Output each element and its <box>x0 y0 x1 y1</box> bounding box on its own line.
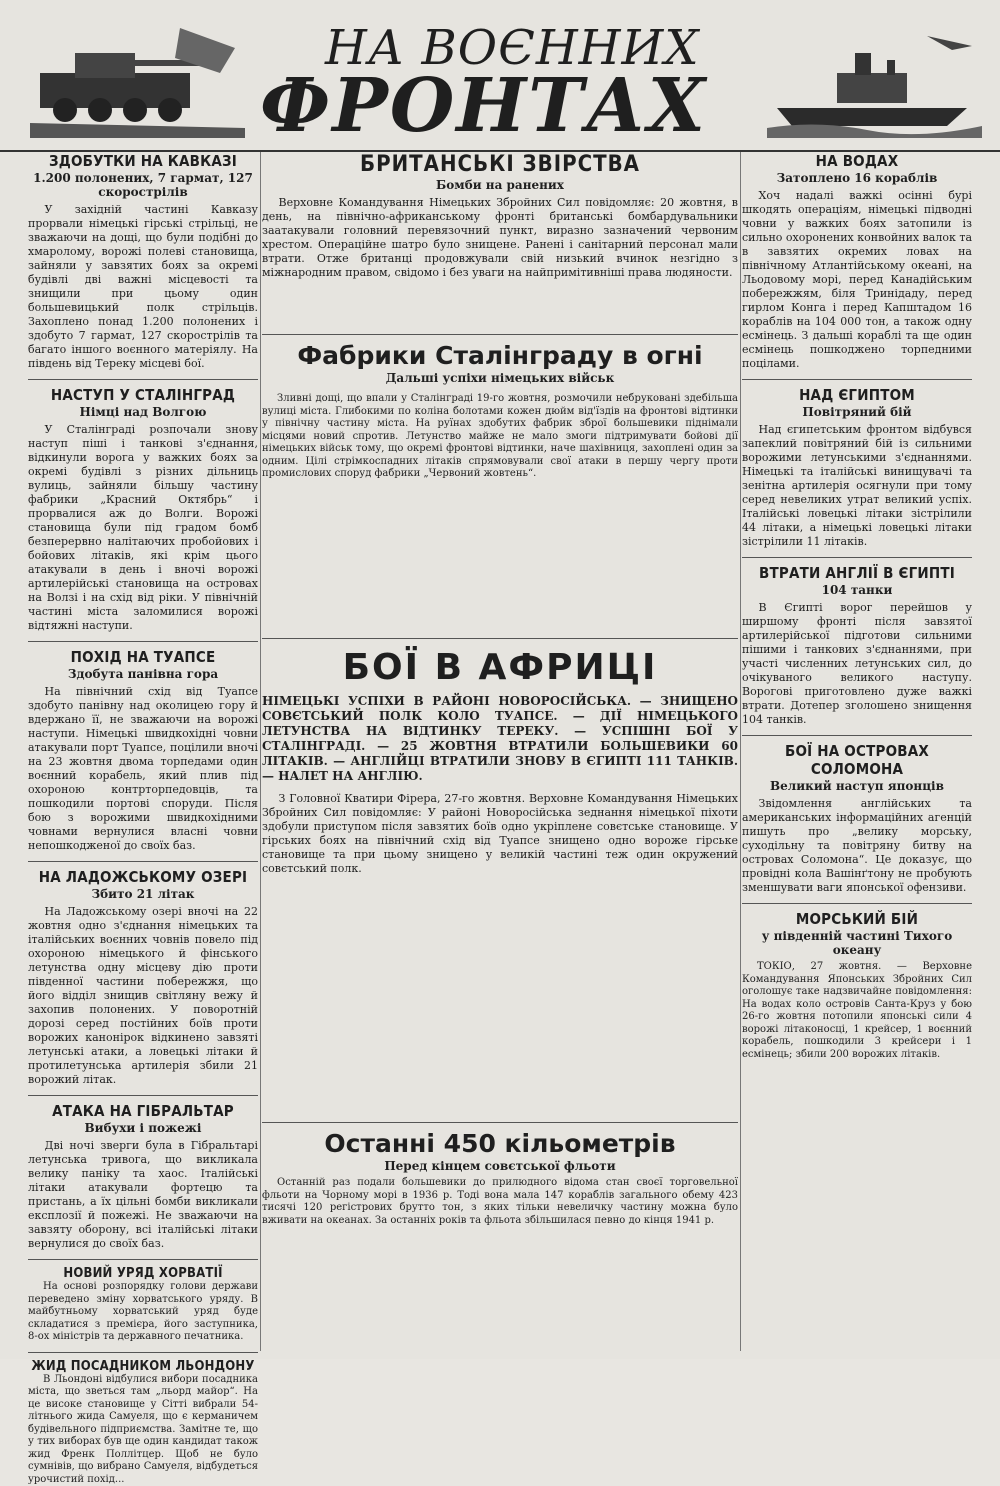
article-left-0 <box>28 152 258 371</box>
article-right-4 <box>742 903 972 1061</box>
article-left-5 <box>28 1259 258 1344</box>
article-left-3 <box>28 861 258 1087</box>
masthead-title <box>260 18 730 138</box>
article-title: ЖИД ПОСАДНИКОМ ЛЬОНДОНУ <box>28 1359 258 1374</box>
masthead <box>0 0 1000 152</box>
article-right-3 <box>742 735 972 895</box>
article-title: МОРСЬКИЙ БІЙ <box>742 910 972 928</box>
masthead-big: ФРОНТАХ <box>260 63 707 149</box>
article-body: У західній частині Кавказу прорвали німецькі гірські стрільці, не зважаючи на дощі, що були подібні до хмаролому, ворожі полеві становища, зайняли у завзятих боях за окремі будівлі дві важні місцевості та знищили при цьому один большевицький полк стрільців. Захоплено понад 1.200 полонених і здобуто 7 гармат, 127 скорострілів та багато іншого воєнного матеріялу. На південь від Тереку місцеві бої. <box>28 203 258 371</box>
article-title: АТАКА НА ГІБРАЛЬТАР <box>28 1102 258 1120</box>
article-last-450 <box>262 1122 738 1359</box>
article-title: Останні 450 кільометрів <box>262 1129 738 1158</box>
article-right-1 <box>742 379 972 549</box>
article-body: Над єгипетським фронтом відбувся запеклий повітряний бій із сильними ворожими летунськими з'єднаннями. Німецькі та італійські винищувачі та зенітна артилерія осягнули при тому серед невеликих утрат великий успіх. Італійські ловецькі літаки зістрілили 44 літаки, а німецькі ловецькі літаки зістрілили 11 літаків. <box>742 423 972 549</box>
article-body: На Ладожському озері вночі на 22 жовтня одно з'єднання німецьких та італійських воєнних човнів повело під охороною німецького й фінського летунства одну місцеву дію проти південної частини побережжя, що його відділ знищив світляну вежу й захопив полонених. У поворотній дорозі серед постійних боїв проти ворожих канонірок відкинено завзяті летунські атаки, а ловецькі літаки й протилетунська артилерія збили 21 ворожий літак. <box>28 905 258 1087</box>
article-right-2 <box>742 557 972 727</box>
center-column <box>262 152 738 1351</box>
article-title: НА ЛАДОЖСЬКОМУ ОЗЕРІ <box>28 868 258 886</box>
article-left-4 <box>28 1095 258 1251</box>
article-title: НАСТУП У СТАЛІНГРАД <box>28 386 258 404</box>
article-body: На основі розпорядку голови держави переведено зміну хорватського уряду. В майбутньому хорватський уряд буде складатися з премієра, його заступника, 8-ох міністрів та державного печатника. <box>28 1281 258 1344</box>
tank-illustration <box>30 18 245 138</box>
article-subtitle: Повітряний бій <box>742 405 972 419</box>
article-body: Хоч надалі важкі осінні бурі шкодять операціям, німецькі підводні човни у важких боях затопили із сильно охоронених конвойних валок та в завзятих окремих ловах на північному Атлантійському океані, на Льодовому морі, перед Канадійським побережжям, біля Тринідаду, перед гирлом Конга і перед Капштадом 16 кораблів на 104 000 тон, а також одну есмінець. З дальші кораблі та ще один есмінець пошкоджено торпедними поцілами. <box>742 189 972 371</box>
article-subtitle: у південній частині Тихого океану <box>742 929 972 957</box>
article-body: З Головної Кватири Фірера, 27-го жовтня. Верховне Командування Німецьких Збройних Сил повідомляє: У районі Новоросійська зеднання німецької піхоти здобули приступом після завзятих боїв одно укріплене совєтське становище. У гірських боях на північний схід від Туапсе знищено одно вороже гірське становище та при цьому знищено у великій частині теж один окружений совєтський полк. <box>262 792 738 876</box>
right-column <box>742 152 972 1351</box>
article-subtitle: Дальші успіхи німецьких військ <box>262 371 738 385</box>
article-title: ВТРАТИ АНГЛІЇ В ЄГИПТІ <box>742 564 972 582</box>
masthead-small: НА ВОЄННИХ <box>325 20 700 76</box>
article-subtitle: Перед кінцем совєтської фльоти <box>262 1159 738 1173</box>
left-column <box>28 152 258 1351</box>
article-body: Верховне Командування Німецьких Збройних Сил повідомляє: 20 жовтня, в день, на північно-африканському фронті британські бомбардувальники заатакували головний перевязочний пункт, виразно зазначений червоним хрестом. Операційне шатро було знищене. Ранені і санітарний персонал мали втрати. Отже британці продовжували свій низький вчинок незгідно з міжнародним правом, свідомо і без уваги на найпримітивніші права людяности. <box>262 196 738 280</box>
article-subtitle: 104 танки <box>742 583 972 597</box>
article-subtitle: Вибухи і пожежі <box>28 1121 258 1135</box>
article-title: ПОХІД НА ТУАПСЕ <box>28 648 258 666</box>
article-left-1 <box>28 379 258 633</box>
article-left-2 <box>28 641 258 853</box>
article-stalingrad <box>262 334 738 661</box>
warship-illustration <box>767 18 982 138</box>
article-title: БОЇ НА ОСТРОВАХ СОЛОМОНА <box>742 742 972 778</box>
article-title: Фабрики Сталінграду в огні <box>262 341 738 370</box>
article-subtitle: Затоплено 16 кораблів <box>742 171 972 185</box>
article-right-0 <box>742 152 972 371</box>
column-rule-left <box>260 152 261 1351</box>
article-body: В Льондоні відбулися вибори посадника міста, що зветься там „льорд майор“. На це високе становище у Сітті вибрали 54-літнього жида Самуеля, що є керманичем будівельного підприємства. Замітне те, що у тих виборах був ще один кандидат також жид Френк Поллітцер. Щоб не було сумнівів, що вибрано Самуеля, відбудеться урочистий похід... <box>28 1374 258 1486</box>
article-title: НОВИЙ УРЯД ХОРВАТІЇ <box>28 1266 258 1281</box>
article-left-6 <box>28 1352 258 1486</box>
article-body: У Сталінграді розпочали знову наступ піші і танкові з'єднання, відкинули ворога у важких боях за окремі будівлі з різних дільниць вулиць, зайняли більшу частину фабрики „Красний Октябрь“ і прорвалися аж до Волги. Ворожі становища були під градом бомб безперервно налітаючих пробойових і бойових літаків, які крім цього атакували в день і вночі ворожі артилерійські становища на островах на Волзі і на схід від ріки. У північній частині міста заломилися ворожі відтяжні наступи. <box>28 423 258 633</box>
article-title: НАД ЄГИПТОМ <box>742 386 972 404</box>
article-body: Зливні дощі, що впали у Сталінграді 19-го жовтня, розмочили небруковані здебільша вулиці міста. Глибокими по коліна болотами кожен дюйм від'їздів на фронтові відтинки у північну частину міста. На руїнах здобутих фабрик зброї большевики піднімали місцями новий спротив. Летунство майже не мало змоги підтримувати бойові дії німецьких військ тому, що окремі фронтові відтинки, наче шахівниця, захоплені один за одним. Цілі стрімкоспадних літаків спрямовували свої атаки в першу чергу проти промислових споруд фабрики „Червоний жовтень“. <box>262 393 738 481</box>
article-subtitle: Бомби на ранених <box>262 178 738 192</box>
article-title: ЗДОБУТКИ НА КАВКАЗІ <box>28 152 258 170</box>
article-africa <box>262 638 738 1092</box>
article-body: ТОКІО, 27 жовтня. — Верховне Командування Японських Збройних Сил оголошує таке надзвичайне повідомлення: На водах коло островів Санта-Круз у бою 26-го жовтня потопили японські сили 4 ворожі літаконосці, 1 крейсер, 1 воєнний корабель, пошкодили 3 крейсери і 1 есмінець; збили 200 ворожих літаків. <box>742 961 972 1061</box>
article-subtitle: Збито 21 літак <box>28 887 258 901</box>
article-body: В Єгипті ворог перейшов у ширшому фронті після завзятої артилерійської підготови сильними пішими і танкових з'єднаннями, при участі численних летунських сил, до очікуваного великого наступу. Ворогові приготовлено дуже важкі втрати. Дотепер зголошено знищення 104 танків. <box>742 601 972 727</box>
article-body: На північний схід від Туапсе здобуто панівну над околицею гору й вдержано її, не зважаючи на ворожі наступи. Німецькі швидкохідні човни атакували порт Туапсе, поцілили вночі на 23 жовтня двома торпедами один воєнний корабель, який плив під охороною контрторпедовців, та пошкодили портові споруди. Після бою з ворожими швидкохідними човнами вернулися власні човни непошкодженої до своїх баз. <box>28 685 258 853</box>
article-subtitle: Великий наступ японців <box>742 779 972 793</box>
article-title: НА ВОДАХ <box>742 152 972 170</box>
article-title: БРИТАНСЬКІ ЗВІРСТВА <box>262 152 738 177</box>
article-body: Звідомлення англійських та американських інформаційних агенцій пишуть про „велику морську, суходільну та повітряну битву на островах Соломона“. Це доказує, що провідні кола Вашінґтону не пробують зменшувати ваги японської офензиви. <box>742 797 972 895</box>
article-body: Дві ночі зверги була в Гібральтарі летунська тривога, що викликала велику паніку та хаос. Італійські літаки атакували фортецю та пристань, а їх цільні бомби викликали експлозії й пожежі. Не зважаючи на завзяту оборону, всі італійські літаки вернулися до своїх баз. <box>28 1139 258 1251</box>
article-subtitle: Здобута панівна гора <box>28 667 258 681</box>
article-body: Останній раз подали большевики до прилюдного відома стан своєї торговельної фльоти на Чорному морі в 1936 р. Тоді вона мала 147 кораблів загального обему 423 тисячі 120 регістрових брутто тон, з яких тільки невеличку частину можна було вживати на океанах. За останніх років та фльота збільшилася певно до кінця 1941 р. <box>262 1177 738 1227</box>
article-center-top <box>262 152 738 324</box>
article-subtitle: 1.200 полонених, 7 гармат, 127 скорострілів <box>28 171 258 199</box>
article-subtitle: Німці над Волгою <box>28 405 258 419</box>
column-rule-right <box>740 152 741 1351</box>
article-title: БОЇ В АФРИЦІ <box>262 647 738 688</box>
article-lead: НІМЕЦЬКІ УСПІХИ В РАЙОНІ НОВОРОСІЙСЬКА. — ЗНИЩЕНО СОВЄТСЬКИЙ ПОЛК КОЛО ТУАПСЕ. — ДІЇ НІМЕЦЬКОГО ЛЕТУНСТВА НА ВІДТИНКУ ТЕРЕКУ. — УСПІШНІ БОЇ У СТАЛІНГРАДІ. — 25 ЖОВТНЯ ВТРАТИЛИ БОЛЬШЕВИКИ 60 ЛІТАКІВ. — АНГЛІЙЦІ ВТРАТИЛИ ЗНОВУ В ЄГИПТІ 111 ТАНКІВ. — НАЛЕТ НА АНГЛІЮ. <box>262 694 738 784</box>
